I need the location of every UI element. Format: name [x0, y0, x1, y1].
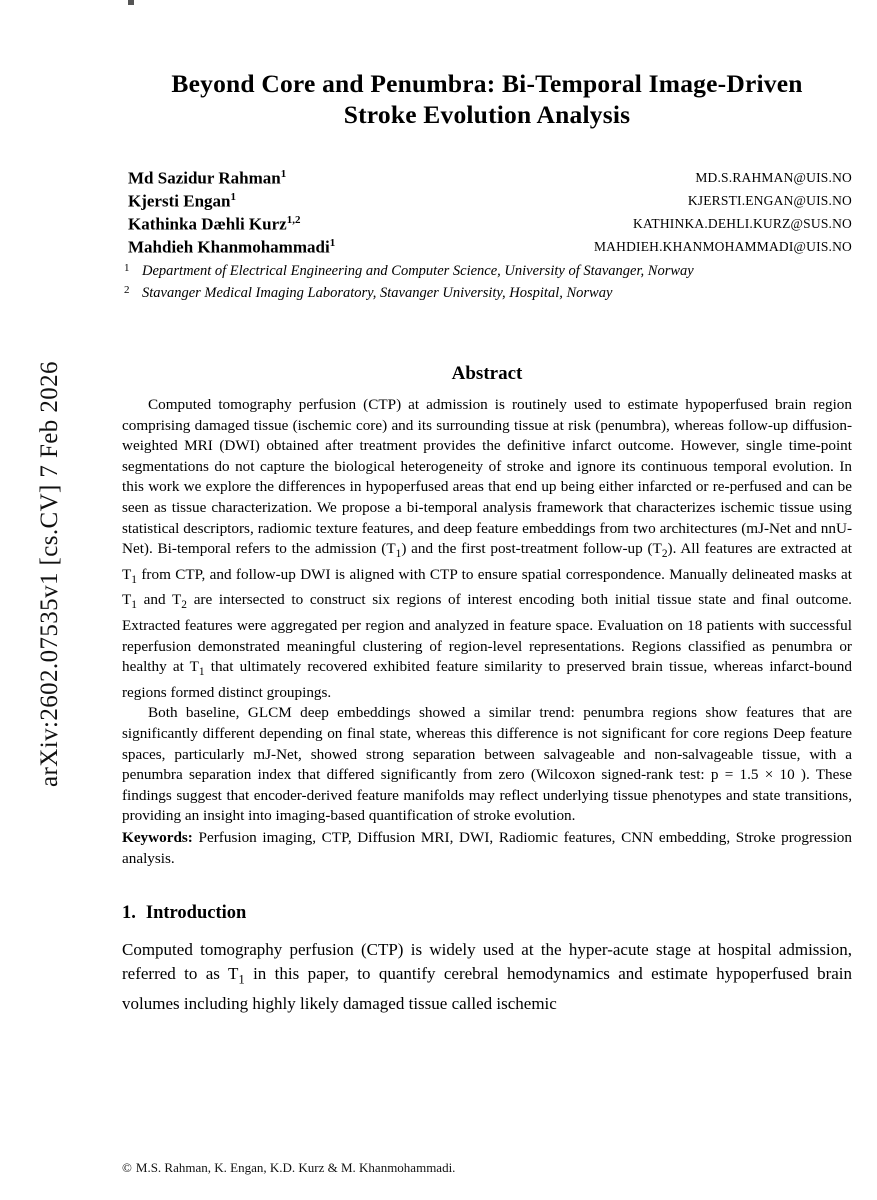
keywords-line — [122, 828, 852, 869]
author-name — [128, 237, 335, 258]
affiliation-mark: 1 — [124, 262, 130, 274]
author-row — [122, 237, 852, 259]
author-name-text: Mahdieh Khanmohammadi — [128, 237, 330, 257]
author-affiliation-mark: 1 — [280, 168, 287, 180]
affiliation — [122, 283, 852, 303]
arxiv-identifier: arXiv:2602.07535v1 [cs.CV] 7 Feb 2026 — [36, 361, 63, 787]
section-heading-introduction — [122, 903, 852, 924]
author-name — [128, 168, 286, 189]
abstract-heading: Abstract — [451, 363, 523, 384]
author-affiliation-mark: 1,2 — [286, 214, 301, 226]
author-email[interactable]: KJERSTI.ENGAN@UIS.NO — [687, 193, 852, 208]
page-footer — [122, 1160, 822, 1176]
author-row — [122, 214, 852, 236]
affiliation — [122, 261, 852, 281]
author-email[interactable]: MAHDIEH.KHANMOHAMMADI@UIS.NO — [593, 239, 852, 254]
affiliation-text: Department of Electrical Engineering and Computer Science, University of Stavanger, Norway — [142, 263, 694, 279]
keywords-label: Keywords: — [122, 829, 193, 846]
introduction-body — [122, 938, 852, 1015]
introduction-paragraph: Computed tomography perfusion (CTP) is widely used at the hyper-acute stage at hospital admission, referred to as $T_1$ in this paper, to quantify cerebral hemodynamics and estimate hypoperfused brain volumes including highly likely damaged tissue called ischemic — [122, 940, 853, 1013]
title-line-2: Stroke Evolution Analysis — [343, 100, 631, 129]
author-affiliation-mark: 1 — [230, 191, 236, 203]
abstract-body — [122, 395, 852, 869]
author-name-text: Kjersti Engan — [128, 191, 231, 211]
author-block — [122, 168, 852, 303]
abstract-paragraph-1: Computed tomography perfusion (CTP) at admission is routinely used to estimate hypoperfused brain region comprising damaged tissue (ischemic core) and its surrounding tissue at risk (penumbra), whereas follow-up diffusion-weighted MRI (DWI) obtained after treatment provides the definitive infarct outcome. However, single time-point segmentations do not capture the biological heterogeneity of stroke and ignore its continuous temporal evolution. In this work we explore the differences in hypoperfused areas that end up being either infarcted or re-perfused and can be seen as tissue characterization. We propose a bi-temporal analysis framework that characterizes ischemic tissue using statistical descriptors, radiomic texture features, and deep feature embeddings from two architectures (mJ-Net and nnU-Net). Bi-temporal refers to the admission $(T_1)$ and the first post-treatment follow-up $(T_2)$. All features are extracted at $T_1$ from CTP, and follow-up DWI is aligned with CTP to ensure spatial correspondence. Manually delineated masks at $T_1$ and $T_2$ are intersected to construct six regions of interest encoding both initial tissue state and final outcome. Extracted features were aggregated per region and analyzed in feature space. Evaluation on 18 patients with successful reperfusion demonstrated meaningful clustering of region-level representations. Regions classified as penumbra or healthy at $T_1$ that ultimately recovered exhibited feature similarity to preserved brain tissue, whereas infarct-bound regions formed distinct groupings. — [122, 396, 852, 701]
section-title: Introduction — [145, 903, 247, 924]
arxiv-stamp — [0, 0, 96, 1200]
author-affiliation-mark: 1 — [329, 237, 336, 249]
author-name-text: Md Sazidur Rahman — [128, 168, 281, 188]
author-name — [128, 214, 300, 235]
affiliation-text: Stavanger Medical Imaging Laboratory, Stavanger University, Hospital, Norway — [142, 285, 613, 301]
page-title — [122, 68, 852, 130]
affiliation-mark: 2 — [124, 284, 130, 296]
keywords-text: Perfusion imaging, CTP, Diffusion MRI, DWI, Radiomic features, CNN embedding, Stroke progression analysis. — [122, 829, 852, 867]
section-number: 1. — [122, 903, 136, 924]
author-row — [122, 168, 852, 190]
title-line-1: Beyond Core and Penumbra: Bi-Temporal Image-Driven — [171, 69, 803, 98]
author-name — [128, 191, 236, 212]
author-row — [122, 191, 852, 213]
paper-page — [96, 0, 877, 1200]
copyright-icon: © — [122, 1160, 132, 1175]
abstract-paragraph-2: Both baseline, GLCM deep embeddings showed a similar trend: penumbra regions show features that are significantly different depending on final state, whereas this difference is not significant for core regions Deep feature spaces, particularly mJ-Net, showed strong separation between salvageable and non-salvageable tissue, with a penumbra separation index that differed significantly from zero (Wilcoxon signed-rank test: p = 1.5 × 10 ). These findings suggest that encoder-derived feature manifolds may reflect underlying tissue phenotypes and state transitions, providing an insight into imaging-based quantification of stroke evolution. — [122, 704, 852, 825]
footer-text: M.S. Rahman, K. Engan, K.D. Kurz & M. Khanmohammadi. — [135, 1160, 456, 1175]
author-email[interactable]: MD.S.RAHMAN@UIS.NO — [695, 170, 852, 185]
author-email[interactable]: KATHINKA.DEHLI.KURZ@SUS.NO — [633, 216, 852, 231]
author-name-text: Kathinka Dæhli Kurz — [128, 214, 287, 234]
